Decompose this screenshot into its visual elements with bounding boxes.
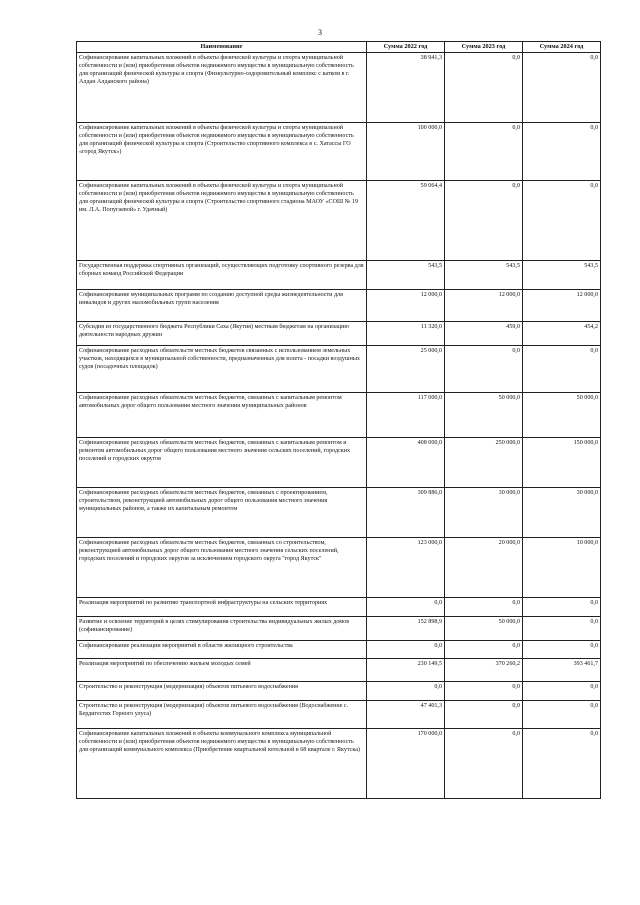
row-name: Софинансирование капитальных вложений в объекты физической культуры и спорта муниципальной собственности и (или) приобретения объектов недвижимого имущества в муниципальную собственность для организаций физической культуры и спорта (Физкультурно-оздоровительный комплекс с катком в г. Алдан Алданского района): [77, 53, 367, 123]
row-sum-2024: 454,2: [523, 322, 601, 346]
row-name: Софинансирование капитальных вложений в объекты физической культуры и спорта муниципальной собственности и (или) приобретения объектов недвижимого имущества в муниципальную собственность для организаций физической культуры и спорта (Строительство спортивного комплекса в с. Хатассы ГО «город Якутск»): [77, 123, 367, 181]
row-sum-2022: 117 000,0: [367, 393, 445, 438]
row-sum-2022: 0,0: [367, 682, 445, 701]
table-row: [77, 346, 601, 393]
table-row: [77, 598, 601, 617]
row-sum-2024: 0,0: [523, 346, 601, 393]
row-sum-2024: 0,0: [523, 617, 601, 641]
row-name: Реализация мероприятий по обеспечению жильем молодых семей: [77, 659, 367, 682]
row-sum-2022: 543,5: [367, 261, 445, 290]
row-name: Государственная поддержка спортивных организаций, осуществляющих подготовку спортивного резерва для сборных команд Российской Федерации: [77, 261, 367, 290]
row-sum-2023: 0,0: [445, 181, 523, 261]
row-sum-2022: 170 000,0: [367, 729, 445, 799]
row-sum-2022: 47 401,3: [367, 701, 445, 729]
table-row: [77, 438, 601, 488]
header-2023: Сумма 2023 год: [445, 42, 523, 53]
row-sum-2024: 10 000,0: [523, 538, 601, 598]
row-sum-2023: 20 000,0: [445, 538, 523, 598]
row-name: Субсидия из государственного бюджета Республики Саха (Якутия) местным бюджетам на организацию деятельности народных дружин: [77, 322, 367, 346]
header-2022: Сумма 2022 год: [367, 42, 445, 53]
row-name: Софинансирование капитальных вложений в объекты физической культуры и спорта муниципальной собственности и (или) приобретения объектов недвижимого имущества в муниципальную собственность для организаций физической культуры и спорта (Строительство спортивного стадиона МАОУ «СОШ № 19 им. Л.А. Попугаевой» г. Удачный): [77, 181, 367, 261]
budget-table: [76, 41, 601, 799]
table-row: [77, 261, 601, 290]
table-row: [77, 538, 601, 598]
row-name: Реализация мероприятий по развитию транспортной инфраструктуры на сельских территориях: [77, 598, 367, 617]
table-row: [77, 290, 601, 322]
row-sum-2023: 543,5: [445, 261, 523, 290]
table-row: [77, 617, 601, 641]
row-sum-2022: 25 000,0: [367, 346, 445, 393]
row-sum-2022: 38 941,3: [367, 53, 445, 123]
row-name: Софинансирование реализации мероприятий в области жилищного строительства: [77, 641, 367, 659]
row-sum-2023: 459,0: [445, 322, 523, 346]
row-sum-2024: 0,0: [523, 53, 601, 123]
row-name: Развитие и освоение территорий в целях стимулирования строительства индивидуальных жилых домов (софинансирование): [77, 617, 367, 641]
row-sum-2023: 50 000,0: [445, 617, 523, 641]
row-sum-2024: 12 000,0: [523, 290, 601, 322]
row-sum-2023: 12 000,0: [445, 290, 523, 322]
row-sum-2022: 408 000,0: [367, 438, 445, 488]
row-sum-2024: 0,0: [523, 729, 601, 799]
row-sum-2024: 50 000,0: [523, 393, 601, 438]
row-sum-2023: 0,0: [445, 729, 523, 799]
row-sum-2022: 11 320,0: [367, 322, 445, 346]
row-name: Строительство и реконструкция (модернизация) объектов питьевого водоснабжения: [77, 682, 367, 701]
table-row: [77, 659, 601, 682]
row-sum-2024: 30 000,0: [523, 488, 601, 538]
table-row: [77, 123, 601, 181]
row-name: Софинансирование расходных обязательств местных бюджетов, связанных с капитальным ремонтом автомобильных дорог общего пользования местного значения муниципальных районов: [77, 393, 367, 438]
page-number: 3: [318, 28, 322, 37]
row-name: Софинансирование расходных обязательств местных бюджетов, связанных с капитальным ремонтом и ремонтом автомобильных дорог общего пользования местного значения сельских поселений, городских поселений и городских округов: [77, 438, 367, 488]
table-row: [77, 701, 601, 729]
row-sum-2022: 309 886,0: [367, 488, 445, 538]
row-name: Софинансирование муниципальных программ по созданию доступной среды жизнедеятельности для инвалидов и других маломобильных групп населения: [77, 290, 367, 322]
row-sum-2023: 0,0: [445, 53, 523, 123]
table-row: [77, 181, 601, 261]
row-sum-2023: 50 000,0: [445, 393, 523, 438]
row-name: Строительство и реконструкция (модернизация) объектов питьевого водоснабжения (Водоснабжение с. Бердигестях Горного улуса): [77, 701, 367, 729]
table-row: [77, 322, 601, 346]
row-sum-2024: 0,0: [523, 123, 601, 181]
row-name: Софинансирование расходных обязательств местных бюджетов, связанных со строительством, реконструкцией автомобильных дорог общего пользования местного значения сельских поселений, городских поселений и городских округов за исключением городского округа "город Якутск": [77, 538, 367, 598]
row-sum-2022: 0,0: [367, 641, 445, 659]
header-name: Наименование: [77, 42, 367, 53]
row-sum-2024: 393 461,7: [523, 659, 601, 682]
row-sum-2023: 370 260,2: [445, 659, 523, 682]
row-sum-2023: 0,0: [445, 701, 523, 729]
row-sum-2024: 0,0: [523, 181, 601, 261]
row-sum-2023: 0,0: [445, 123, 523, 181]
header-2024: Сумма 2024 год: [523, 42, 601, 53]
row-name: Софинансирование расходных обязательств местных бюджетов связанных с использованием земельных участков, находящихся в муниципальной собственности, предназначенных для взлета - посадки воздушных судов (посадочных площадок): [77, 346, 367, 393]
row-sum-2023: 0,0: [445, 598, 523, 617]
row-sum-2022: 152 898,9: [367, 617, 445, 641]
table-row: [77, 488, 601, 538]
row-sum-2022: 123 000,0: [367, 538, 445, 598]
row-sum-2023: 0,0: [445, 682, 523, 701]
row-sum-2024: 0,0: [523, 641, 601, 659]
row-sum-2024: 0,0: [523, 682, 601, 701]
row-sum-2023: 0,0: [445, 641, 523, 659]
row-name: Софинансирование капитальных вложений в объекты коммунального комплекса муниципальной собственности и (или) приобретения объектов недвижимого имущества в муниципальную собственность для организаций коммунального комплекса (Приобретение квартальной котельной в 68 квартале г. Якутска): [77, 729, 367, 799]
table-header-row: [77, 42, 601, 53]
row-name: Софинансирование расходных обязательств местных бюджетов, связанных с проектированием, строительством, реконструкцией автомобильных дорог общего пользования местного значения муниципальных районов, а также их капитальным ремонтом: [77, 488, 367, 538]
row-sum-2024: 543,5: [523, 261, 601, 290]
row-sum-2023: 0,0: [445, 346, 523, 393]
row-sum-2024: 0,0: [523, 701, 601, 729]
table-row: [77, 641, 601, 659]
row-sum-2023: 250 000,0: [445, 438, 523, 488]
row-sum-2022: 12 000,0: [367, 290, 445, 322]
table-row: [77, 729, 601, 799]
row-sum-2024: 150 000,0: [523, 438, 601, 488]
row-sum-2022: 59 064,4: [367, 181, 445, 261]
row-sum-2022: 0,0: [367, 598, 445, 617]
row-sum-2024: 0,0: [523, 598, 601, 617]
row-sum-2022: 230 149,5: [367, 659, 445, 682]
table-row: [77, 393, 601, 438]
row-sum-2023: 30 000,0: [445, 488, 523, 538]
table-row: [77, 682, 601, 701]
row-sum-2022: 100 000,0: [367, 123, 445, 181]
table-row: [77, 53, 601, 123]
